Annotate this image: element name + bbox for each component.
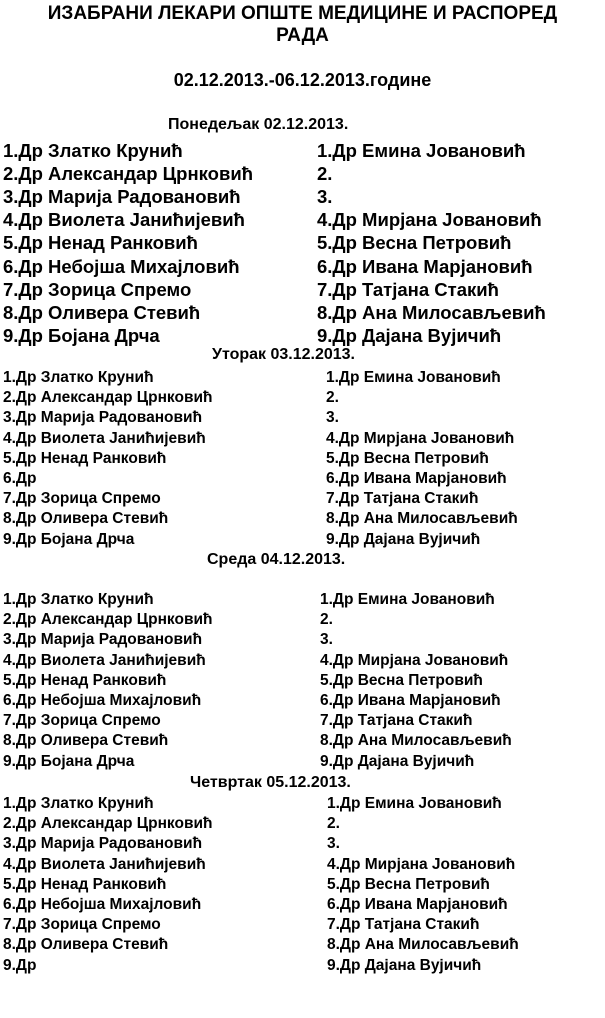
- left-doctor: 3.Др Марија Радовановић: [3, 409, 203, 427]
- right-doctor: 9.Др Дајана Вујичић: [326, 530, 481, 548]
- right-doctor: 3.: [327, 835, 340, 853]
- date-range: 02.12.2013.-06.12.2013.године: [173, 70, 432, 90]
- right-doctor: 2.: [317, 163, 333, 185]
- right-doctor: 8.Др Ана Милосављевић: [317, 301, 546, 323]
- right-doctor: 6.Др Ивана Марјановић: [320, 692, 501, 709]
- right-doctor: 5.Др Весна Петровић: [320, 671, 483, 689]
- left-doctor: 5.Др Ненад Ранковић: [3, 232, 198, 254]
- left-doctor: 1.Др Златко Крунић: [3, 140, 183, 161]
- right-doctor: 5.Др Весна Петровић: [327, 875, 490, 893]
- title-line-1: ИЗАБРАНИ ЛЕКАРИ ОПШТЕ МЕДИЦИНЕ И РАСПОРЕД: [47, 3, 558, 24]
- right-doctor: 4.Др Мирјана Јовановић: [320, 651, 509, 669]
- right-doctor: 1.Др Емина Јовановић: [327, 795, 502, 812]
- right-doctor: 2.: [320, 611, 333, 629]
- left-doctor: 6.Др Небојша Михајловић: [3, 255, 240, 277]
- left-doctor: 7.Др Зорица Спремо: [3, 490, 161, 508]
- right-doctor: 4.Др Мирјана Јовановић: [327, 855, 516, 873]
- left-doctor: 8.Др Оливера Стевић: [3, 510, 169, 528]
- left-doctor: 6.Др Небојша Михајловић: [3, 692, 202, 709]
- right-doctor: 6.Др Ивана Марјановић: [326, 470, 507, 487]
- right-doctor: 1.Др Емина Јовановић: [326, 369, 501, 386]
- left-doctor: 3.Др Марија Радовановић: [3, 186, 241, 208]
- left-doctor: 8.Др Оливера Стевић: [3, 732, 169, 750]
- left-doctor: 1.Др Златко Крунић: [3, 369, 154, 386]
- right-doctor: 8.Др Ана Милосављевић: [320, 732, 512, 750]
- right-doctor: 8.Др Ана Милосављевић: [327, 936, 519, 954]
- right-doctor: 7.Др Татјана Стакић: [326, 490, 479, 508]
- right-doctor: 4.Др Мирјана Јовановић: [326, 429, 515, 447]
- left-doctor: 5.Др Ненад Ранковић: [3, 449, 167, 467]
- right-doctor: 5.Др Весна Петровић: [326, 449, 489, 467]
- right-doctor: 7.Др Татјана Стакић: [317, 278, 499, 300]
- left-doctor: 2.Др Александар Црнковић: [3, 163, 254, 185]
- right-doctor: 9.Др Дајана Вујичић: [320, 752, 475, 770]
- left-doctor: 9.Др: [3, 956, 37, 974]
- right-doctor: 9.Др Дајана Вујичић: [327, 956, 482, 974]
- right-doctor: 7.Др Татјана Стакић: [327, 916, 480, 934]
- left-doctor: 7.Др Зорица Спремо: [3, 712, 161, 730]
- left-doctor: 6.Др Небојша Михајловић: [3, 896, 202, 913]
- right-doctor: 3.: [317, 186, 333, 208]
- left-doctor: 1.Др Златко Крунић: [3, 591, 154, 608]
- right-doctor: 3.: [326, 409, 339, 427]
- right-doctor: 2.: [326, 389, 339, 407]
- left-doctor: 7.Др Зорица Спремо: [3, 278, 192, 300]
- right-doctor: 3.: [320, 631, 333, 649]
- left-doctor: 1.Др Златко Крунић: [3, 795, 154, 812]
- left-doctor: 4.Др Виолета Јанићијевић: [3, 651, 206, 669]
- right-doctor: 6.Др Ивана Марјановић: [327, 896, 508, 913]
- left-doctor: 8.Др Оливера Стевић: [3, 301, 201, 323]
- day-heading: Четвртак 05.12.2013.: [190, 774, 351, 791]
- right-doctor: 6.Др Ивана Марјановић: [317, 255, 533, 277]
- left-doctor: 2.Др Александар Црнковић: [3, 611, 213, 629]
- left-doctor: 3.Др Марија Радовановић: [3, 631, 203, 649]
- right-doctor: 2.: [327, 815, 340, 833]
- left-doctor: 6.Др: [3, 470, 37, 487]
- left-doctor: 5.Др Ненад Ранковић: [3, 671, 167, 689]
- left-doctor: 4.Др Виолета Јанићијевић: [3, 429, 206, 447]
- day-heading: Понедељак 02.12.2013.: [168, 116, 349, 133]
- right-doctor: 9.Др Дајана Вујичић: [317, 324, 502, 346]
- left-doctor: 5.Др Ненад Ранковић: [3, 875, 167, 893]
- right-doctor: 1.Др Емина Јовановић: [317, 140, 526, 161]
- title-line-2: РАДА: [276, 25, 329, 46]
- left-doctor: 9.Др Бојана Дрча: [3, 324, 160, 346]
- left-doctor: 8.Др Оливера Стевић: [3, 936, 169, 954]
- left-doctor: 4.Др Виолета Јанићијевић: [3, 855, 206, 873]
- right-doctor: 4.Др Мирјана Јовановић: [317, 209, 542, 231]
- left-doctor: 7.Др Зорица Спремо: [3, 916, 161, 934]
- right-doctor: 7.Др Татјана Стакић: [320, 712, 473, 730]
- day-heading: Уторак 03.12.2013.: [212, 346, 355, 363]
- left-doctor: 2.Др Александар Црнковић: [3, 389, 213, 407]
- right-doctor: 8.Др Ана Милосављевић: [326, 510, 518, 528]
- right-doctor: 5.Др Весна Петровић: [317, 232, 512, 254]
- left-doctor: 3.Др Марија Радовановић: [3, 835, 203, 853]
- left-doctor: 9.Др Бојана Дрча: [3, 530, 135, 548]
- left-doctor: 4.Др Виолета Јанићијевић: [3, 209, 245, 231]
- left-doctor: 2.Др Александар Црнковић: [3, 815, 213, 833]
- day-heading: Среда 04.12.2013.: [207, 551, 346, 568]
- left-doctor: 9.Др Бојана Дрча: [3, 752, 135, 770]
- right-doctor: 1.Др Емина Јовановић: [320, 591, 495, 608]
